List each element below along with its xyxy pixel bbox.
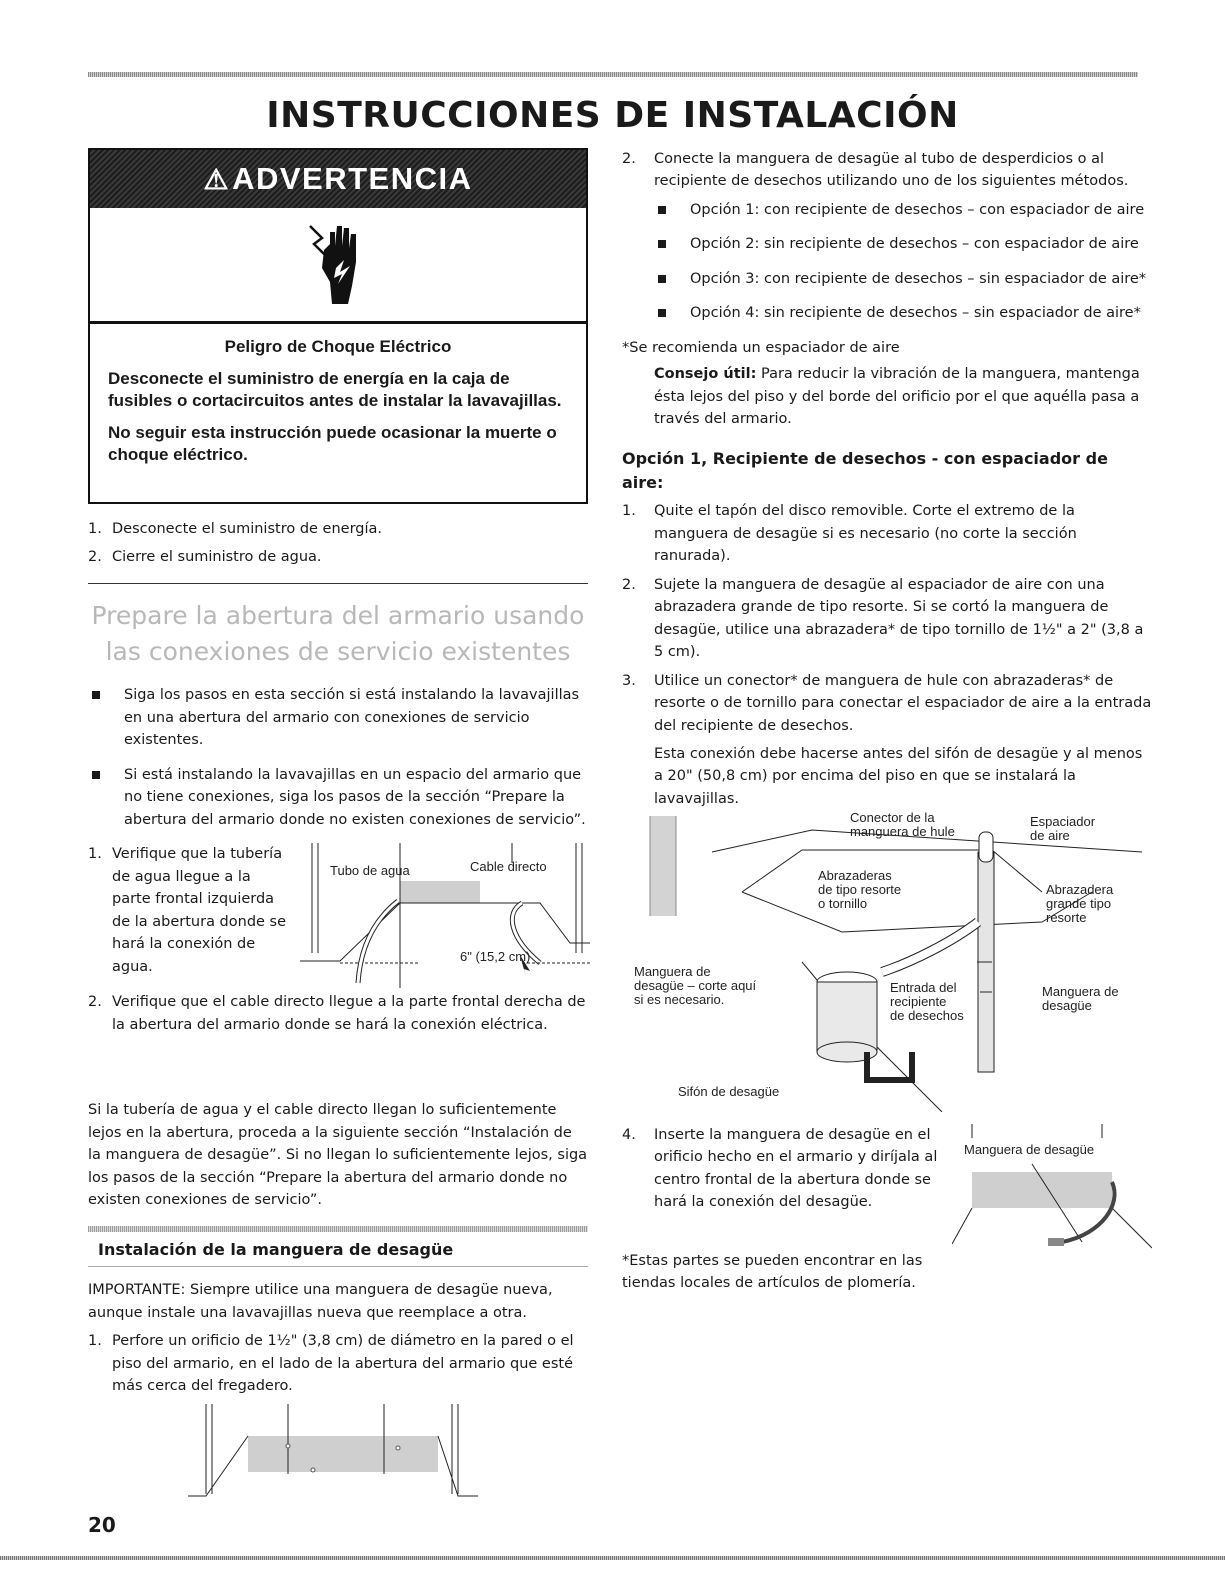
paragraph: Si la tubería de agua y el cable directo llegan lo suficientemente lejos en la abertura, proceda a la siguiente sección “Instalación de la manguera de desagüe”. Si no llegan lo suficientemente lejos, siga los pasos de la sección “Prepare la abertura del armario donde no existen conexiones de servicio”. [88, 1102, 588, 1209]
step4-block [622, 1124, 1152, 1334]
option1-heading: Opción 1, Recipiente de desechos - con espaciador de aire: [622, 448, 1108, 493]
list-item: 1. Verifique que la tubería de agua llegue a la parte frontal izquierda de la abertura donde se hará la conexión de agua. [88, 846, 287, 975]
list-item: Opción 3: con recipiente de desechos – sin espaciador de aire* [654, 268, 1152, 290]
figure-label-water: Tubo de agua [330, 863, 410, 879]
label-entrada-1: Entrada del [890, 980, 957, 996]
label-conector-2: manguera de hule [850, 824, 955, 840]
warning-text [90, 324, 586, 465]
list-item: 1. Quite el tapón del disco removible. Corte el extremo de la manguera de desagüe si es necesario (no corte la sección ranurada). [622, 503, 1077, 565]
figure-label-hose: Manguera de desagüe [964, 1141, 1095, 1157]
label-entrada-3: de desechos [890, 1008, 964, 1024]
list-item: Siga los pasos en esta sección si está instalando la lavavajillas en una abertura del armario con conexiones de servicio existentes. [88, 684, 588, 751]
electric-shock-hand-icon [308, 220, 368, 312]
list-item: 2. Sujete la manguera de desagüe al espaciador de aire con una abrazadera grande de tipo resorte. Si se cortó la manguera de desagüe, utilice una abrazadera* de tipo tornillo de 1½" a 2" (3,8 a 5 cm). [622, 576, 1144, 661]
warning-triangle-icon: ⚠ [203, 164, 231, 195]
drill-hole-figure [188, 1404, 488, 1504]
warning-heading: ADVERTENCIA [232, 161, 473, 196]
section-bar [88, 1226, 588, 1232]
list-item: Opción 4: sin recipiente de desechos – sin espaciador de aire* [654, 302, 1152, 324]
footnote: *Se recomienda un espaciador de aire [622, 339, 900, 356]
page-number: 20 [88, 1513, 116, 1537]
label-manguera-r-1: Manguera de [1042, 984, 1119, 1000]
list-item: Opción 2: sin recipiente de desechos – con espaciador de aire [654, 233, 1152, 255]
warning-subtitle: Peligro de Choque Eléctrico [224, 337, 452, 356]
list-item: Si está instalando la lavavajillas en un espacio del armario que no tiene conexiones, siga los pasos de la sección “Prepare la abertura del armario donde no existen conexiones de servicio”. [88, 764, 588, 831]
page-title: INSTRUCCIONES DE INSTALACIÓN [266, 95, 959, 136]
list-item: Opción 1: con recipiente de desechos – con espaciador de aire [654, 199, 1152, 221]
footnote-2: *Estas partes se pueden encontrar en las tiendas locales de artículos de plomería. [622, 1252, 923, 1292]
label-espaciador-2: de aire [1030, 828, 1070, 844]
important-paragraph: IMPORTANTE: Siempre utilice una manguera de desagüe nueva, aunque instale una lavavajillas nueva que reemplace a otra. [88, 1282, 553, 1321]
verify-block [88, 843, 588, 1053]
steps-top [88, 518, 588, 569]
heading-underline [88, 1266, 588, 1267]
label-sifon: Sifón de desagüe [678, 1084, 780, 1100]
list-item: 3. Utilice un conector* de manguera de hule con abrazaderas* de resorte o de tornillo para conectar el espaciador de aire a la entrada del recipiente de desechos. [622, 672, 1152, 734]
list-item: 2. Verifique que el cable directo llegue a la parte frontal derecha de la abertura del armario donde se hará la conexión eléctrica. [88, 994, 586, 1033]
top-rule [88, 72, 1138, 77]
label-entrada-2: recipiente [890, 994, 947, 1010]
service-connections-figure [300, 843, 590, 988]
left-column [88, 148, 588, 1511]
label-grande-3: resorte [1046, 910, 1087, 926]
air-gap-figure [622, 812, 1152, 1112]
warning-icon-area [90, 208, 586, 324]
list-item: 2. Cierre el suministro de agua. [88, 549, 322, 566]
list-item: 1. Desconecte el suministro de energía. [88, 521, 383, 537]
option1-note: Esta conexión debe hacerse antes del sifón de desagüe y al menos a 20" (50,8 cm) por encima del piso en que se instalará la lavavajillas. [654, 745, 1143, 807]
section-heading: Prepare la abertura del armario usando las conexiones de servicio existentes [91, 600, 585, 667]
label-abrazaderas-1: Abrazaderas [818, 868, 892, 884]
label-abrazaderas-2: de tipo resorte [818, 882, 902, 898]
label-manguera-r-2: desagüe [1042, 998, 1092, 1014]
warning-header [90, 150, 586, 208]
list-item: 4. Inserte la manguera de desagüe en el orificio hecho en el armario y diríjala al centro frontal de la abertura donde se hará la conexión del desagüe. [622, 1126, 938, 1211]
label-grande-2: grande tipo [1046, 896, 1112, 912]
label-abrazaderas-3: o tornillo [818, 896, 868, 912]
label-grande-1: Abrazadera [1046, 882, 1114, 898]
label-manguera-2: desagüe – corte aquí [634, 978, 757, 994]
label-manguera-3: si es necesario. [634, 992, 725, 1008]
warning-text-2: No seguir esta instrucción puede ocasionar la muerte o choque eléctrico. [108, 422, 557, 464]
options-list [622, 199, 1152, 325]
list-item: 1. Perfore un orificio de 1½" (3,8 cm) de diámetro en la pared o el piso del armario, en el lado de la abertura del armario que esté más cerca del fregadero. [88, 1333, 574, 1395]
figure-label-dimension: 6" (15,2 cm) [460, 949, 531, 965]
label-manguera-1: Manguera de [634, 964, 711, 980]
hose-route-figure [952, 1124, 1152, 1284]
section-divider [88, 583, 588, 584]
warning-box [88, 148, 588, 504]
figure-label-cable: Cable directo [470, 859, 547, 875]
tip-paragraph: Consejo útil: Para reducir la vibración de la manguera, mantenga ésta lejos del piso y del borde del orificio por el que aquélla pasa a través del armario. [654, 366, 1140, 428]
bottom-rule [0, 1556, 1225, 1560]
list-item: 2. Conecte la manguera de desagüe al tubo de desperdicios o al recipiente de desechos utilizando uno de los siguientes métodos. [622, 151, 1129, 190]
hose-heading: Instalación de la manguera de desagüe [98, 1239, 454, 1259]
right-column [622, 148, 1152, 1334]
label-conector-1: Conector de la [850, 812, 935, 826]
warning-text-1: Desconecte el suministro de energía en la caja de fusibles o cortacircuitos antes de instalar la lavavajillas. [108, 369, 562, 411]
label-espaciador-1: Espaciador [1030, 814, 1096, 830]
